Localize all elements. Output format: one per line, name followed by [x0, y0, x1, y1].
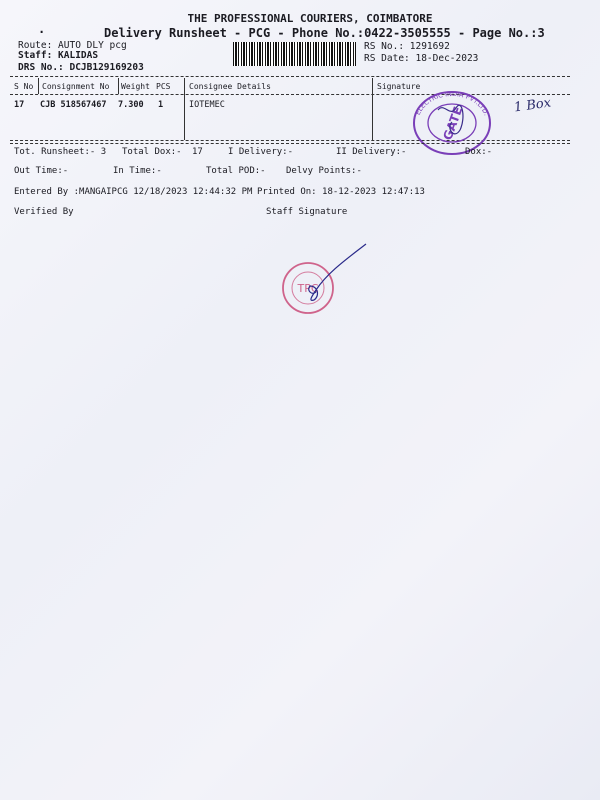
- col-header-consignment: Consignment No: [42, 82, 110, 91]
- route-label: Route: AUTO DLY pcg: [18, 40, 127, 51]
- col-header-signature: Signature: [377, 82, 421, 91]
- rs-number: RS No.: 1291692: [364, 41, 450, 52]
- handwritten-note: 1 Box: [513, 95, 552, 116]
- header-dot: .: [38, 22, 46, 36]
- verified-by: Verified By: [14, 207, 74, 217]
- gate-stamp-ring: ELECTRIC INDIA PVT.LTD.: [413, 89, 491, 117]
- row-pcs: 1: [158, 100, 164, 110]
- summary-top-rule: [10, 143, 570, 144]
- drs-number: DRS No.: DCJB129169203: [18, 62, 144, 73]
- in-time: In Time:-: [113, 166, 162, 176]
- col-header-consignee: Consignee Details: [189, 82, 271, 91]
- col-sep: [372, 78, 373, 140]
- table-top-rule: [10, 76, 570, 77]
- company-name: THE PROFESSIONAL COURIERS, COIMBATORE: [187, 12, 433, 25]
- col-sep: [38, 78, 39, 94]
- non-dox: Dox:-: [465, 147, 493, 157]
- row-sno: 17: [14, 100, 25, 110]
- row-consignee: IOTEMEC: [189, 100, 225, 110]
- runsheet-title: Delivery Runsheet - PCG - Phone No.:0422-3505555 - Page No.:3: [104, 26, 545, 40]
- delvy-points: Delvy Points:-: [286, 166, 362, 176]
- col-sep: [184, 78, 185, 140]
- col-header-weight: Weight: [121, 82, 150, 91]
- tpc-stamp-text: TPC: [297, 282, 319, 295]
- i-delivery: I Delivery:-: [228, 147, 294, 157]
- rs-date: RS Date: 18-Dec-2023: [364, 53, 479, 64]
- out-time: Out Time:-: [14, 166, 69, 176]
- printed-on: Printed On: 18-12-2023 12:47:13: [257, 187, 425, 197]
- total-dox-value: 17: [192, 147, 203, 157]
- tot-runsheet: Tot. Runsheet:- 3: [14, 147, 107, 157]
- tpc-stamp: [278, 240, 370, 320]
- gate-stamp-text: GATE: [440, 104, 466, 142]
- staff-label: Staff: KALIDAS: [18, 50, 99, 61]
- staff-signature: Staff Signature: [266, 207, 348, 217]
- row-weight: 7.300: [118, 100, 144, 110]
- col-header-pcs: PCS: [156, 82, 171, 91]
- barcode: [233, 42, 356, 66]
- total-dox-label: Total Dox:-: [122, 147, 182, 157]
- col-sep: [118, 78, 119, 94]
- row-consignment: CJB 518567467: [40, 100, 107, 110]
- total-pod: Total POD:-: [206, 166, 266, 176]
- col-header-sno: S No: [14, 82, 34, 91]
- ii-delivery: II Delivery:-: [336, 147, 407, 157]
- entered-by: Entered By :MANGAIPCG 12/18/2023 12:44:32 PM: [14, 187, 253, 197]
